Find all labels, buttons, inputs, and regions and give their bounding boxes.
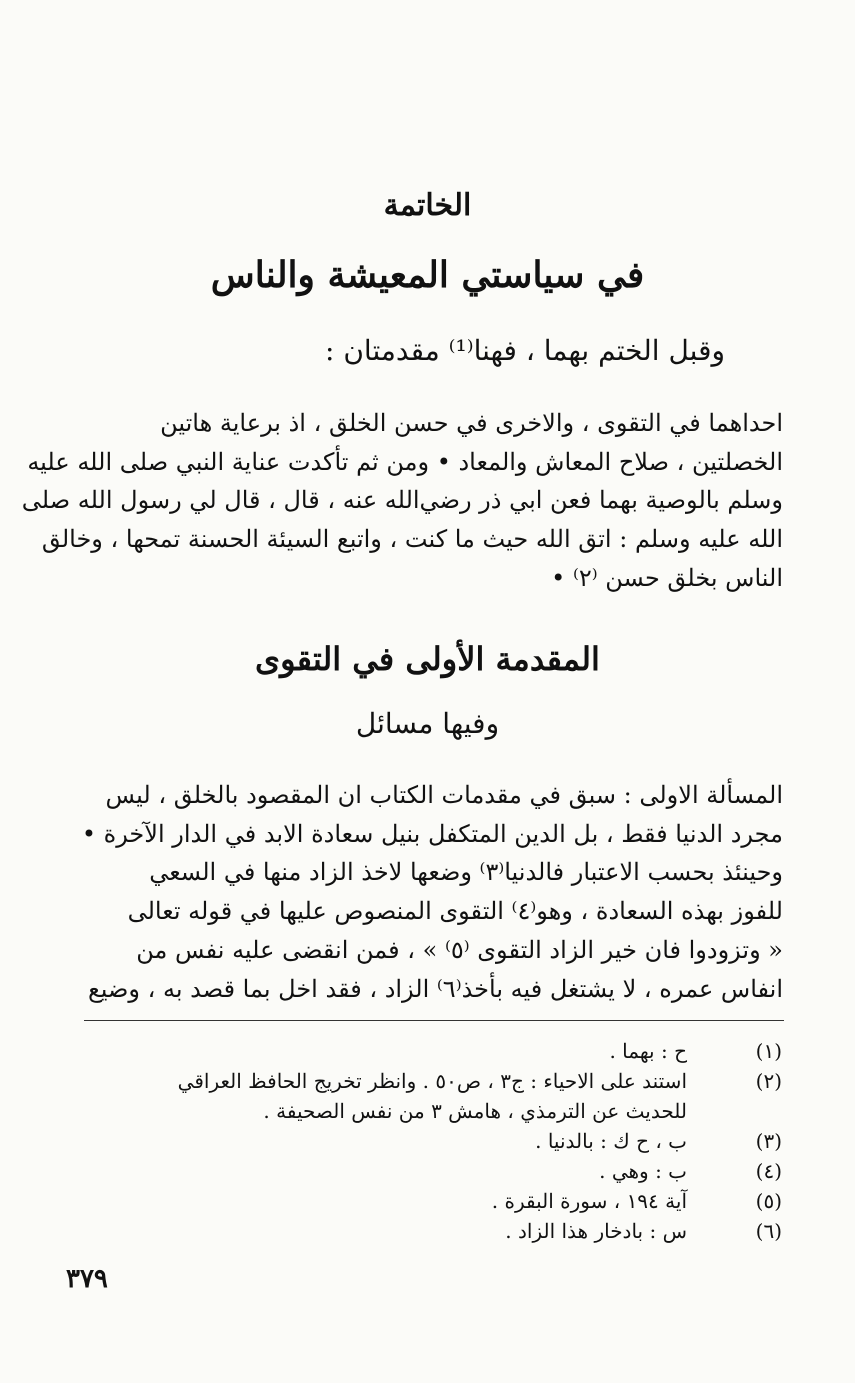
chapter-title: الخاتمة bbox=[383, 188, 472, 223]
paragraph-line: وسلم بالوصية بهما فعن ابي ذر رضي‌الله عنه ، قال ، قال لي رسول الله صلى bbox=[21, 486, 783, 515]
footnote bbox=[72, 1036, 782, 1066]
footnote-text: ح : بهما . bbox=[609, 1039, 687, 1063]
paragraph-line: للفوز بهذه السعادة ، وهو⁽٤⁾ التقوى المنصوص عليها في قوله تعالى bbox=[127, 897, 783, 926]
footnote-continuation: للحديث عن الترمذي ، هامش ٣ من نفس الصحيفة . bbox=[263, 1099, 687, 1123]
paragraph-line: وحينئذ بحسب الاعتبار فالدنيا⁽٣⁾ وضعها لاخذ الزاد منها في السعي bbox=[149, 858, 783, 887]
page-number: ٣٧٩ bbox=[66, 1264, 108, 1294]
footnote-number: (٢) bbox=[755, 1069, 782, 1093]
chapter-subtitle: في سياستي المعيشة والناس bbox=[210, 254, 645, 296]
paragraph-line: الخصلتين ، صلاح المعاش والمعاد • ومن ثم تأكدت عناية النبي صلى الله عليه bbox=[27, 447, 783, 476]
footnote-text: آية ١٩٤ ، سورة البقرة . bbox=[491, 1189, 687, 1213]
paragraph-line: احداهما في التقوى ، والاخرى في حسن الخلق ، اذ برعاية هاتين bbox=[160, 409, 783, 437]
footnote-number: (٦) bbox=[755, 1219, 782, 1243]
footnote-text: ب ، ح ك : بالدنيا . bbox=[535, 1129, 687, 1153]
footnote bbox=[72, 1186, 782, 1216]
footnote bbox=[72, 1156, 782, 1186]
footnote-number: (٣) bbox=[755, 1129, 782, 1153]
footnote-text: استند على الاحياء : ج٣ ، ص٥٠ . وانظر تخريج الحافظ العراقي bbox=[177, 1069, 687, 1093]
footnote bbox=[72, 1066, 782, 1096]
intro-line: وقبل الختم بهما ، فهنا⁽¹⁾ مقدمتان : bbox=[325, 334, 725, 367]
paragraph-line: الله عليه وسلم : اتق الله حيث ما كنت ، واتبع السيئة الحسنة تمحها ، وخالق bbox=[41, 525, 783, 554]
footnote-text: س : بادخار هذا الزاد . bbox=[505, 1219, 687, 1243]
footnotes bbox=[72, 1036, 782, 1246]
paragraph-line: الناس بخلق حسن ⁽٢⁾ • bbox=[551, 563, 783, 592]
paragraph-line: « وتزودوا فان خير الزاد التقوى ⁽٥⁾ » ، فمن انقضى عليه نفس من bbox=[136, 935, 783, 964]
paragraph-line: المسألة الاولى : سبق في مقدمات الكتاب ان المقصود بالخلق ، ليس bbox=[105, 781, 783, 809]
paragraph-2 bbox=[71, 776, 783, 1008]
footnote-number: (١) bbox=[755, 1039, 782, 1063]
footnote-text: ب : وهي . bbox=[599, 1159, 687, 1183]
footnote-divider bbox=[84, 1020, 784, 1021]
paragraph-line: مجرد الدنيا فقط ، بل الدين المتكفل بنيل سعادة الابد في الدار الآخرة • bbox=[81, 819, 783, 848]
footnote-number: (٤) bbox=[755, 1159, 782, 1183]
paragraph-line: انفاس عمره ، لا يشتغل فيه بأخذ⁽٦⁾ الزاد ، فقد اخل بما قصد به ، وضيع bbox=[88, 974, 783, 1003]
footnote-number: (٥) bbox=[755, 1189, 782, 1213]
footnote bbox=[72, 1216, 782, 1246]
footnote bbox=[72, 1126, 782, 1156]
section-subheading: وفيها مسائل bbox=[355, 707, 500, 740]
section-heading: المقدمة الأولى في التقوى bbox=[255, 640, 600, 678]
paragraph-1 bbox=[21, 404, 783, 598]
